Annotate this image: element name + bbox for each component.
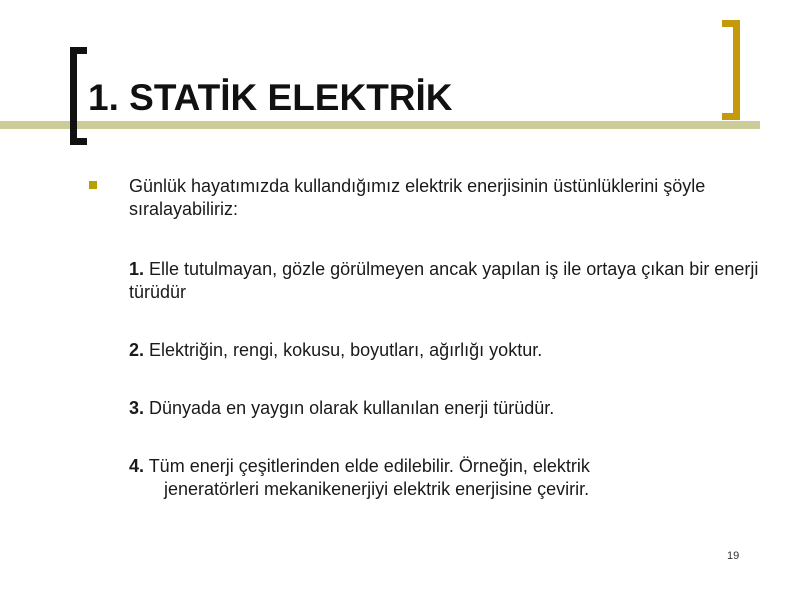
right-bracket-bottom bbox=[722, 113, 740, 120]
item-number: 3. bbox=[129, 398, 145, 418]
bullet-icon bbox=[89, 181, 97, 189]
right-bracket bbox=[733, 20, 740, 120]
intro-text: Günlük hayatımızda kullandığımız elektrik enerjisinin üstünlüklerini şöyle sıralayabiliriz: bbox=[129, 176, 706, 219]
right-bracket-top bbox=[722, 20, 740, 27]
item-text: Tüm enerji çeşitlerinden elde edilebilir. Örneğin, elektrik bbox=[144, 456, 590, 476]
item-text-continued: jeneratörleri mekanikenerjiyi elektrik enerjisine çevirir. bbox=[164, 479, 590, 499]
list-item-3 bbox=[129, 397, 769, 420]
item-text: Elektriğin, rengi, kokusu, boyutları, ağırlığı yoktur. bbox=[144, 340, 543, 360]
item-text: Dünyada en yaygın olarak kullanılan enerji türüdür. bbox=[144, 398, 555, 418]
left-bracket-bottom bbox=[70, 138, 87, 145]
left-bracket-top bbox=[70, 47, 87, 54]
item-number: 4. bbox=[129, 456, 145, 476]
list-item-4 bbox=[129, 455, 769, 501]
item-number: 1. bbox=[129, 259, 145, 279]
slide-title: 1. STATİK ELEKTRİK bbox=[88, 77, 453, 118]
page-number: 19 bbox=[727, 550, 740, 562]
title-rule bbox=[0, 121, 760, 129]
item-text: Elle tutulmayan, gözle görülmeyen ancak yapılan iş ile ortaya çıkan bir enerji türüdür bbox=[129, 259, 759, 302]
item-number: 2. bbox=[129, 340, 145, 360]
list-item-2 bbox=[129, 339, 769, 362]
left-bracket bbox=[70, 47, 77, 145]
list-item-1 bbox=[129, 258, 769, 304]
